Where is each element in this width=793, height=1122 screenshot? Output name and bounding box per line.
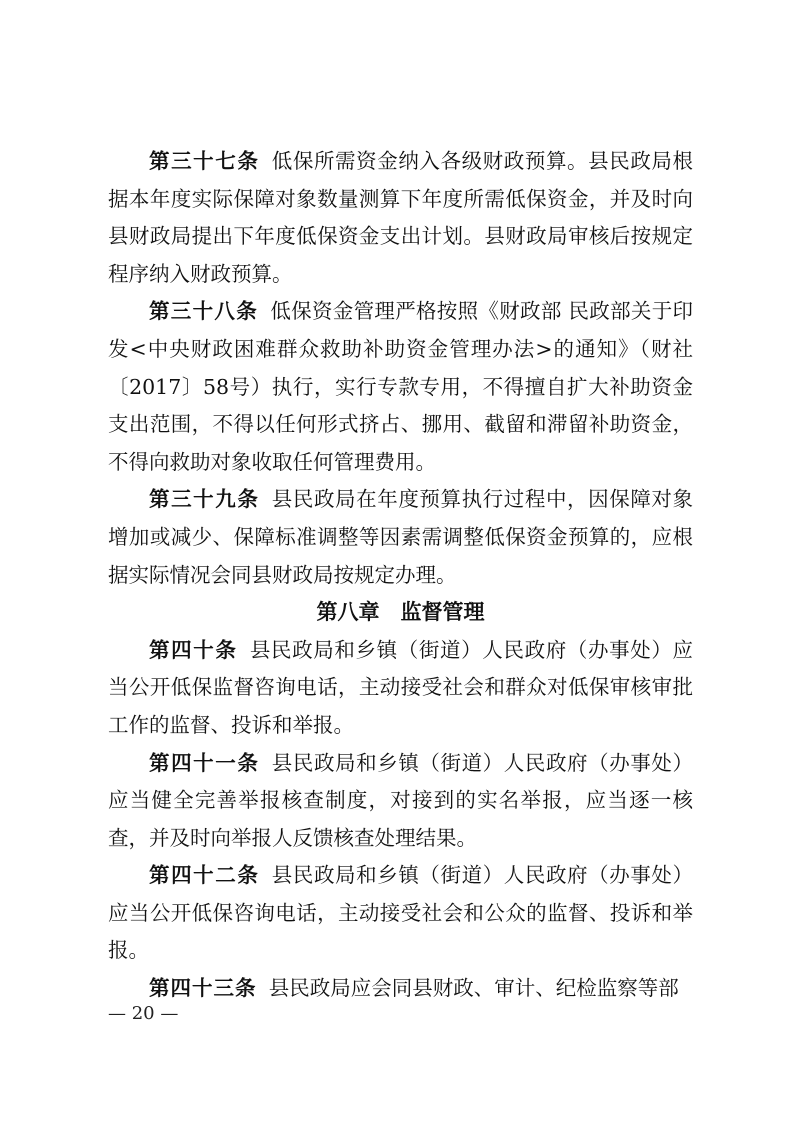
article-text: 县民政局和乡镇（街道）人民政府（办事处）应当健全完善举报核查制度，对接到的实名举报，应当逐一核查，并及时向举报人反馈核查处理结果。 xyxy=(108,750,694,850)
article-text: 低保所需资金纳入各级财政预算。县民政局根据本年度实际保障对象数量测算下年度所需低保资金，并及时向县财政局提出下年度低保资金支出计划。县财政局审核后按规定程序纳入财政预算。 xyxy=(108,149,694,286)
article-number: 第四十条 xyxy=(149,637,238,662)
article-number: 第四十一条 xyxy=(149,750,260,775)
article-number: 第四十二条 xyxy=(149,863,260,888)
chapter-heading: 第八章 监督管理 xyxy=(316,600,485,625)
article-text: 县民政局应会同县财政、审计、纪检监察等部 xyxy=(268,976,679,1001)
article-39 xyxy=(108,481,693,594)
article-text: 县民政局在年度预算执行过程中，因保障对象增加或减少、保障标准调整等因素需调整低保资金预算的，应根据实际情况会同县财政局按规定办理。 xyxy=(108,487,694,587)
article-text: 低保资金管理严格按照《财政部 民政部关于印发<中央财政困难群众救助补助资金管理办法>的通知》（财社〔2017〕58号）执行，实行专款专用，不得擅自扩大补助资金支出范围，不得以任何形式挤占、挪用、截留和滞留补助资金，不得向救助对象收取任何管理费用。 xyxy=(108,299,694,474)
article-number: 第四十三条 xyxy=(149,976,257,1001)
article-40 xyxy=(108,632,693,745)
article-number: 第三十九条 xyxy=(149,487,260,512)
page-number: — 20 — xyxy=(108,1003,179,1024)
article-number: 第三十八条 xyxy=(149,299,259,324)
article-41 xyxy=(108,745,693,858)
article-38 xyxy=(108,293,693,481)
article-42 xyxy=(108,857,693,970)
article-37 xyxy=(108,143,693,293)
article-43 xyxy=(108,970,693,1008)
article-number: 第三十七条 xyxy=(149,149,260,173)
article-text: 县民政局和乡镇（街道）人民政府（办事处）应当公开低保监督咨询电话，主动接受社会和群众对低保审核审批工作的监督、投诉和举报。 xyxy=(108,637,694,737)
article-text: 县民政局和乡镇（街道）人民政府（办事处）应当公开低保咨询电话，主动接受社会和公众的监督、投诉和举报。 xyxy=(108,863,694,963)
document-body xyxy=(108,143,693,1008)
